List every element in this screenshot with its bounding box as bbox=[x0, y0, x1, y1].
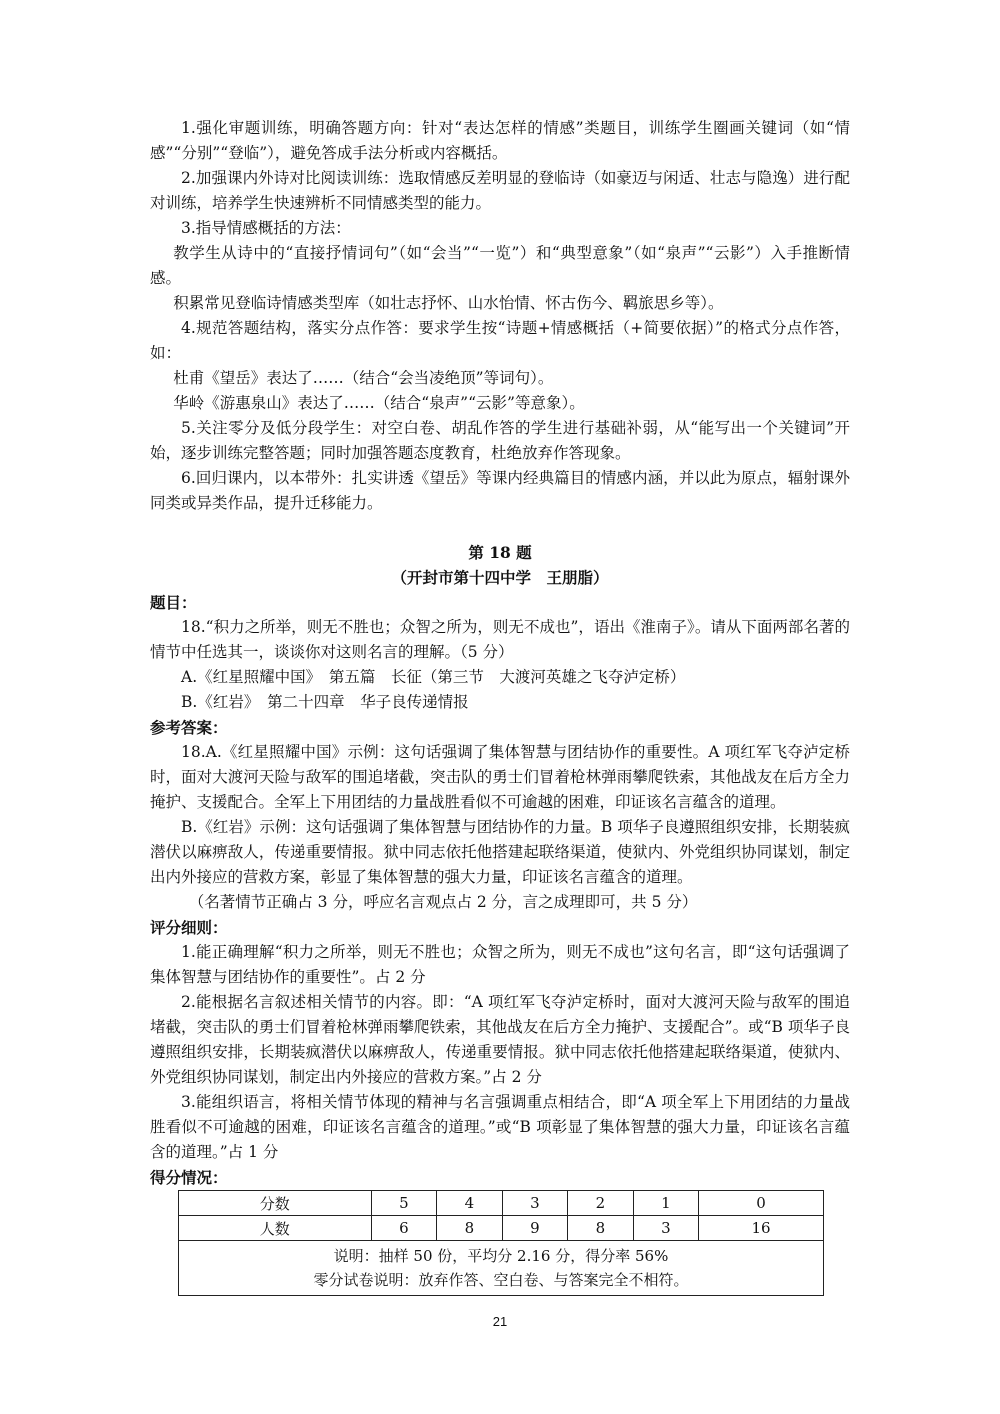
page-number: 21 bbox=[492, 1314, 508, 1329]
suggestion-4-example-b: 华岭《游惠泉山》表达了……（结合“泉声”“云影”等意象）。 bbox=[173, 394, 585, 412]
count-cell: 8 bbox=[437, 1216, 503, 1241]
suggestion-3-b: 积累常见登临诗情感类型库（如壮志抒怀、山水怡情、怀古伤今、羁旅思乡等）。 bbox=[173, 294, 724, 312]
document-page bbox=[150, 116, 850, 1296]
count-header-cell: 人数 bbox=[179, 1216, 372, 1241]
count-cell: 8 bbox=[568, 1216, 634, 1241]
score-cell: 2 bbox=[568, 1191, 634, 1216]
answer-a: 18.A.《红星照耀中国》示例：这句话强调了集体智慧与团结协作的重要性。A 项红军飞夺泸定桥时，面对大渡河天险与敌军的围追堵截，突击队的勇士们冒着枪林弹雨攀爬铁索，其他战友在后方全力掩护、支援配合。全军上下用团结的力量战胜看似不可逾越的困难，印证该名言蕴含的道理。 bbox=[150, 743, 850, 811]
suggestion-1: 1.强化审题训练，明确答题方向：针对“表达怎样的情感”类题目，训练学生圈画关键词（如“情感”“分别”“登临”），避免答成手法分析或内容概括。 bbox=[150, 119, 850, 162]
suggestion-3: 3.指导情感概括的方法： bbox=[181, 219, 351, 237]
answer-b: B.《红岩》示例：这句话强调了集体智慧与团结协作的力量。B 项华子良遵照组织安排，长期装疯潜伏以麻痹敌人，传递重要情报。狱中同志依托他搭建起联络渠道，使狱内、外党组织协同谋划，制定出内外接应的营救方案，彰显了集体智慧的强大力量，印证该名言蕴含的道理。 bbox=[150, 818, 850, 886]
question-option-a: A.《红星照耀中国》 第五篇 长征（第三节 大渡河英雄之飞夺泸定桥） bbox=[181, 668, 686, 686]
suggestion-3-a: 教学生从诗中的“直接抒情词句”（如“会当”“一览”）和“典型意象”（如“泉声”“云影”）入手推断情感。 bbox=[150, 244, 850, 287]
score-cell: 3 bbox=[502, 1191, 568, 1216]
count-cell: 16 bbox=[699, 1216, 824, 1241]
score-note-2: 零分试卷说明：放弃作答、空白卷、与答案完全不相符。 bbox=[313, 1271, 689, 1289]
rubric-label: 评分细则： bbox=[150, 918, 228, 937]
score-table bbox=[178, 1190, 824, 1296]
suggestion-4: 4.规范答题结构，落实分点作答：要求学生按“诗题+情感概括（+简要依据）”的格式分点作答，如： bbox=[150, 319, 850, 362]
score-row bbox=[179, 1191, 824, 1216]
suggestion-4-example-a: 杜甫《望岳》表达了……（结合“会当凌绝顶”等词句）。 bbox=[173, 369, 554, 387]
question-author: （开封市第十四中学 王朋脂） bbox=[391, 568, 609, 587]
rubric-item-2: 2.能根据名言叙述相关情节的内容。即：“A 项红军飞夺泸定桥时，面对大渡河天险与敌军的围追堵截，突击队的勇士们冒着枪林弹雨攀爬铁索，其他战友在后方全力掩护、支援配合”。或“B 项华子良遵照组织安排，长期装疯潜伏以麻痹敌人，传递重要情报。狱中同志依托他搭建起联络渠道，使狱内、外党组织协同谋划，制定出内外接应的营救方案。”占 2 分 bbox=[150, 993, 850, 1086]
question-stem: 18.“积力之所举，则无不胜也；众智之所为，则无不成也”，语出《淮南子》。请从下面两部名著的情节中任选其一，谈谈你对这则名言的理解。（5 分） bbox=[150, 618, 850, 661]
score-cell: 5 bbox=[371, 1191, 437, 1216]
score-cell: 1 bbox=[633, 1191, 699, 1216]
question-option-b: B.《红岩》 第二十四章 华子良传递情报 bbox=[181, 693, 469, 711]
suggestion-6: 6.回归课内，以本带外：扎实讲透《望岳》等课内经典篇目的情感内涵，并以此为原点，辐射课外同类或异类作品，提升迁移能力。 bbox=[150, 469, 850, 512]
score-note-cell bbox=[179, 1241, 824, 1296]
count-cell: 6 bbox=[371, 1216, 437, 1241]
rubric-item-3: 3.能组织语言，将相关情节体现的精神与名言强调重点相结合，即“A 项全军上下用团结的力量战胜看似不可逾越的困难，印证该名言蕴含的道理。”或“B 项彰显了集体智慧的强大力量，印证该名言蕴含的道理。”占 1 分 bbox=[150, 1093, 850, 1161]
count-row bbox=[179, 1216, 824, 1241]
answer-label: 参考答案： bbox=[150, 718, 228, 737]
rubric-item-1: 1.能正确理解“积力之所举，则无不胜也；众智之所为，则无不成也”这句名言，即“这句话强调了集体智慧与团结协作的重要性”。占 2 分 bbox=[150, 943, 850, 986]
answer-score-note: （名著情节正确占 3 分，呼应名言观点占 2 分，言之成理即可，共 5 分） bbox=[188, 893, 698, 911]
suggestion-5: 5.关注零分及低分段学生：对空白卷、胡乱作答的学生进行基础补弱，从“能写出一个关键词”开始，逐步训练完整答题；同时加强答题态度教育，杜绝放弃作答现象。 bbox=[150, 419, 850, 462]
score-note-1: 说明：抽样 50 份，平均分 2.16 分，得分率 56% bbox=[333, 1247, 669, 1265]
count-cell: 3 bbox=[633, 1216, 699, 1241]
topic-label: 题目： bbox=[150, 593, 197, 612]
score-cell: 4 bbox=[437, 1191, 503, 1216]
score-header-cell: 分数 bbox=[179, 1191, 372, 1216]
note-row bbox=[179, 1241, 824, 1296]
score-cell: 0 bbox=[699, 1191, 824, 1216]
suggestion-2: 2.加强课内外诗对比阅读训练：选取情感反差明显的登临诗（如豪迈与闲适、壮志与隐逸）进行配对训练，培养学生快速辨析不同情感类型的能力。 bbox=[150, 169, 850, 212]
question-title: 第 18 题 bbox=[468, 543, 532, 562]
count-cell: 9 bbox=[502, 1216, 568, 1241]
scores-label: 得分情况： bbox=[150, 1168, 228, 1187]
